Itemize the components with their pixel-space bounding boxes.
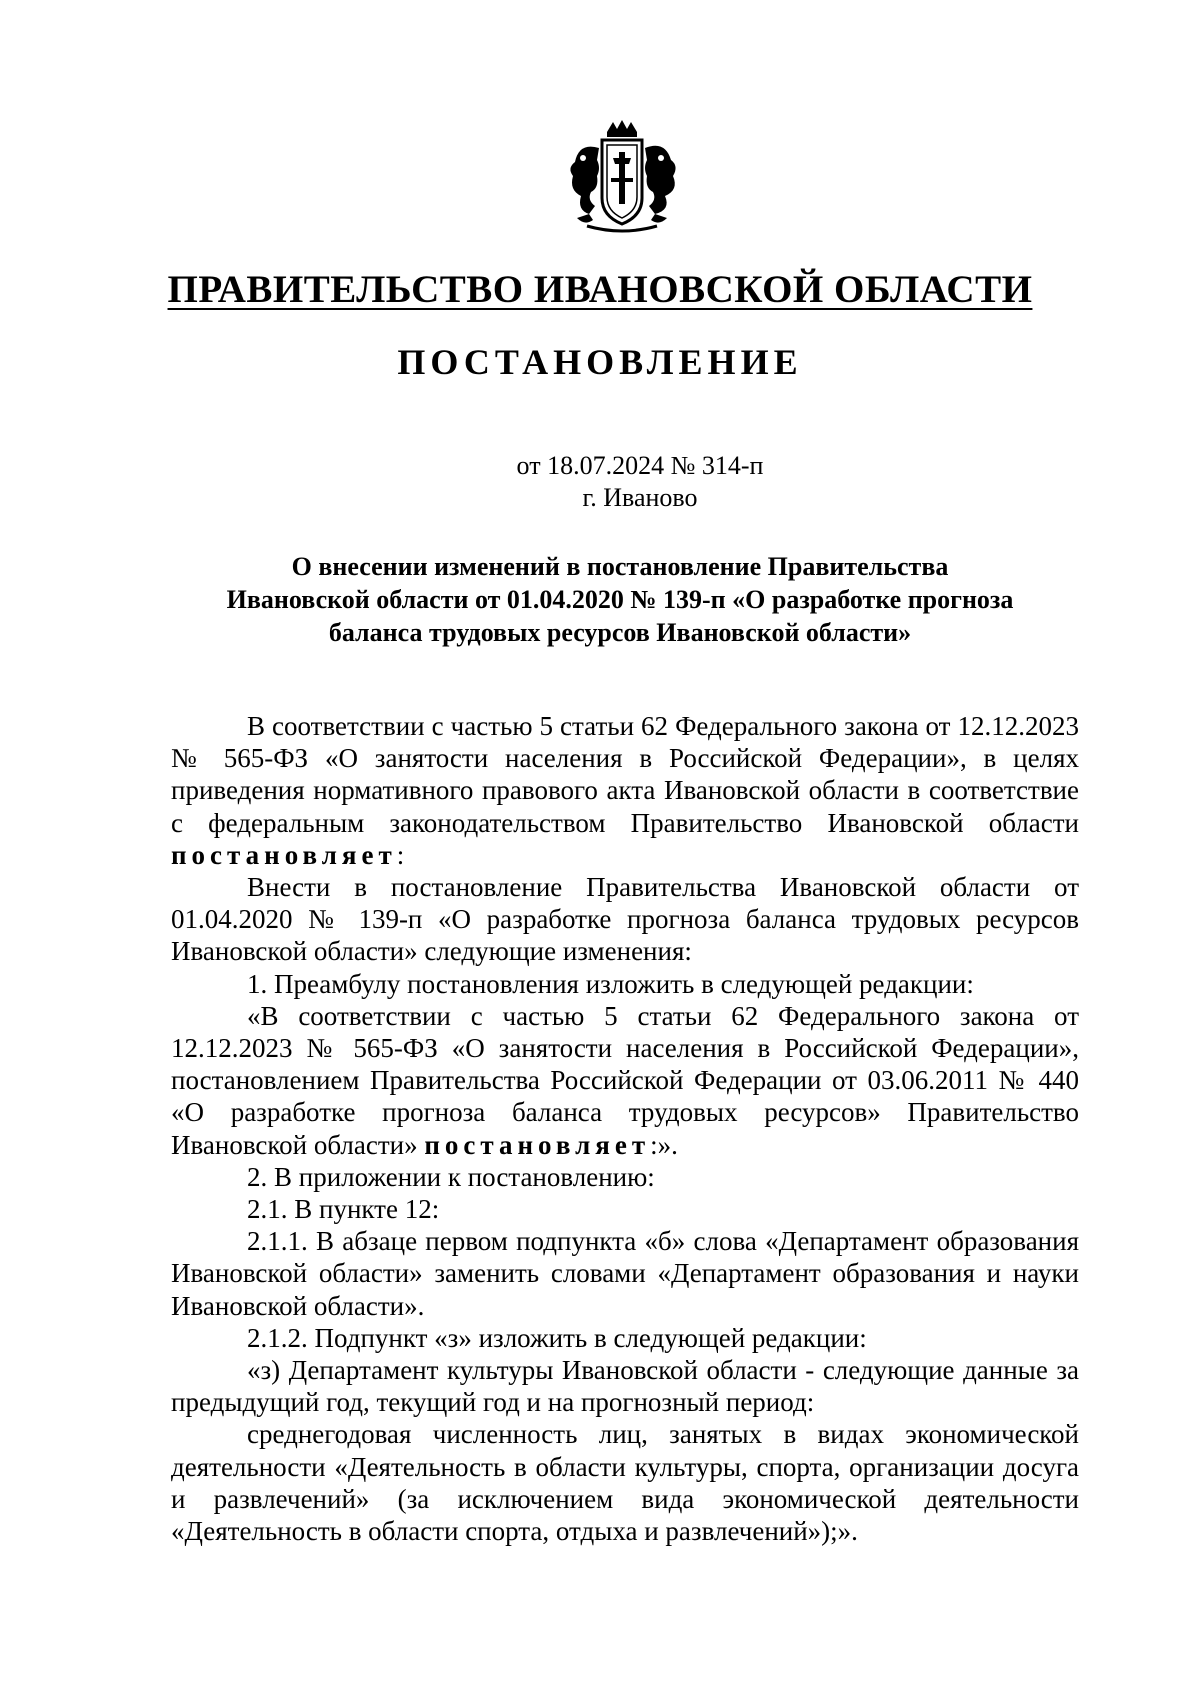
paragraph-text: «В соответствии с частью 5 статьи 62 Федерального закона от 12.12.2023 № 565-ФЗ «О занятости населения в Российской Федерации», постановлением Правительства Российской Федерации от 03.06.2011 № 440 «О разработке прогноза баланса трудовых ресурсов» Правительство Ивановской области» (171, 1000, 1079, 1160)
document-number-date: от 18.07.2024 № 314-п (516, 451, 764, 480)
subject-line: Ивановской области от 01.04.2020 № 139-п «О разработке прогноза (226, 585, 1014, 614)
body-paragraph: 1. Преамбулу постановления изложить в следующей редакции: (247, 968, 974, 999)
government-title (0, 266, 1200, 314)
body-paragraph: «з) Департамент культуры Ивановской области - следующие данные за предыдущий год, текущий год и на прогнозный период: (171, 1355, 1079, 1418)
subject-line: О внесении изменений в постановление Правительства (291, 552, 949, 581)
document-subject (170, 550, 1070, 649)
paragraph-end: : (396, 839, 405, 870)
body-paragraph: 2. В приложении к постановлению: (247, 1161, 655, 1192)
body-paragraph: 2.1.1. В абзаце первом подпункта «б» слова «Департамент образования Ивановской области» заменить словами «Департамент образования и науки Ивановской области». (171, 1226, 1079, 1321)
body-paragraph (171, 710, 1079, 871)
coat-of-arms-emblem-icon (557, 118, 687, 234)
body-paragraph: среднегодовая численность лиц, занятых в видах экономической деятельности «Деятельность в области культуры, спорта, организации досуга и развлечений» (за исключением вида экономической деятельности «Деятельность в области спорта, отдыха и развлечений»);». (171, 1419, 1079, 1547)
resolves-keyword: постановляет (171, 839, 397, 870)
body-paragraph: 2.1. В пункте 12: (247, 1194, 440, 1225)
body-paragraph: Внести в постановление Правительства Ивановской области от 01.04.2020 № 139-п «О разработке прогноза баланса трудовых ресурсов Ивановской области» следующие изменения: (171, 872, 1079, 967)
body-paragraph: 2.1.2. Подпункт «з» изложить в следующей редакции: (247, 1322, 867, 1353)
resolves-keyword: постановляет (424, 1129, 651, 1160)
government-title-text: ПРАВИТЕЛЬСТВО ИВАНОВСКОЙ ОБЛАСТИ (167, 268, 1033, 311)
document-type: ПОСТАНОВЛЕНИЕ (397, 342, 803, 382)
document-city: г. Иваново (582, 483, 698, 512)
subject-line: баланса трудовых ресурсов Ивановской области» (328, 618, 912, 647)
body-paragraph (171, 1000, 1079, 1161)
document-body (171, 710, 1079, 1547)
paragraph-end: :». (650, 1129, 678, 1160)
paragraph-text: В соответствии с частью 5 статьи 62 Федерального закона от 12.12.2023 № 565-ФЗ «О занятости населения в Российской Федерации», в целях приведения нормативного правового акта Ивановской области в соответствие с федеральным законодательством Правительство Ивановской области (171, 711, 1079, 838)
